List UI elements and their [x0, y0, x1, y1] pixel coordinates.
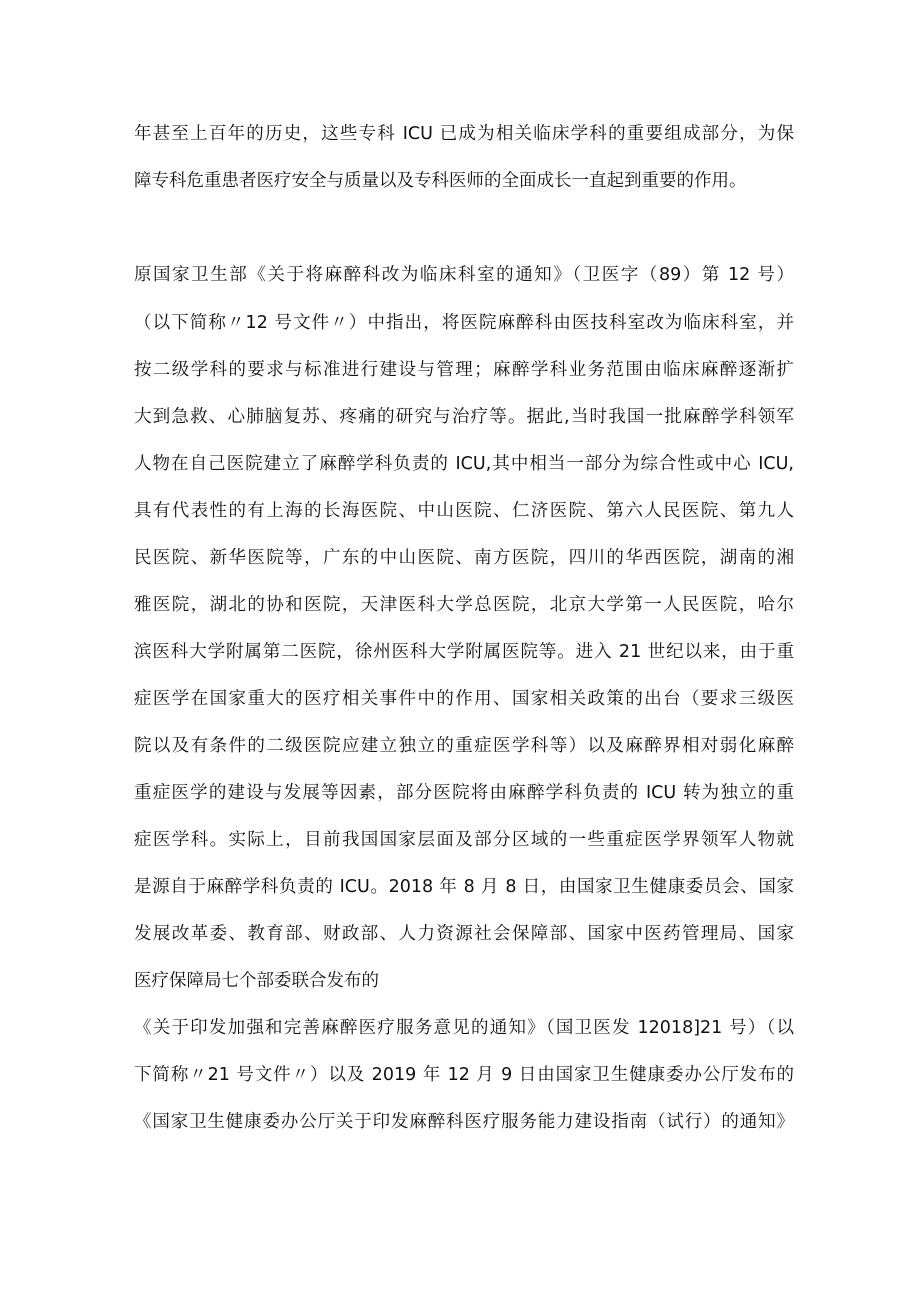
text-line: 医疗保障局七个部委联合发布的: [134, 971, 379, 991]
text-line: 《国家卫生健康委办公厅关于印发麻醉科医疗服务能力建设指南（试行）的通知》: [134, 1112, 794, 1132]
text-line: （以下简称〃12 号文件〃）中指出，将医院麻醉科由医技科室改为临床科室，并: [134, 313, 794, 333]
text-line: 人物在自己医院建立了麻醉学科负责的 ICU,其中相当一部分为综合性或中心 ICU,: [134, 454, 794, 474]
text-line: 年甚至上百年的历史，这些专科 ICU 已成为相关临床学科的重要组成部分，为保: [134, 124, 794, 144]
text-line: 原国家卫生部《关于将麻醉科改为临床科室的通知》（卫医字（89）第 12 号）: [134, 265, 794, 285]
text-line: 症医学在国家重大的医疗相关事件中的作用、国家相关政策的出台（要求三级医: [134, 689, 794, 709]
text-line: 症医学科。实际上，目前我国国家层面及部分区域的一些重症医学界领军人物就: [134, 830, 794, 850]
text-line: 是源自于麻醉学科负责的 ICU。2018 年 8 月 8 日，由国家卫生健康委员会、国家: [134, 877, 794, 897]
text-line: 具有代表性的有上海的长海医院、中山医院、仁济医院、第六人民医院、第九人: [134, 501, 794, 521]
text-line: 雅医院，湖北的协和医院，天津医科大学总医院，北京大学第一人民医院，哈尔: [134, 595, 794, 615]
text-line: 障专科危重患者医疗安全与质量以及专科医师的全面成长一直起到重要的作用。: [134, 171, 747, 191]
text-line: 重症医学的建设与发展等因素，部分医院将由麻醉学科负责的 ICU 转为独立的重: [134, 783, 794, 803]
text-line: 下简称〃21 号文件〃）以及 2019 年 12 月 9 日由国家卫生健康委办公厅发布的: [134, 1065, 794, 1085]
text-line: 滨医科大学附属第二医院，徐州医科大学附属医院等。进入 21 世纪以来，由于重: [134, 642, 794, 662]
text-line: 《关于印发加强和完善麻醉医疗服务意见的通知》（国卫医发 12018]21 号）（以: [134, 1018, 794, 1038]
text-line: 大到急救、心肺脑复苏、疼痛的研究与治疗等。据此,当时我国一批麻醉学科领军: [134, 407, 794, 427]
text-line: 民医院、新华医院等，广东的中山医院、南方医院，四川的华西医院，湖南的湘: [134, 548, 794, 568]
text-line: 发展改革委、教育部、财政部、人力资源社会保障部、国家中医药管理局、国家: [134, 924, 794, 944]
text-line: 按二级学科的要求与标准进行建设与管理；麻醉学科业务范围由临床麻醉逐渐扩: [134, 360, 794, 380]
text-line: 院以及有条件的二级医院应建立独立的重症医学科等）以及麻醉界相对弱化麻醉: [134, 736, 794, 756]
